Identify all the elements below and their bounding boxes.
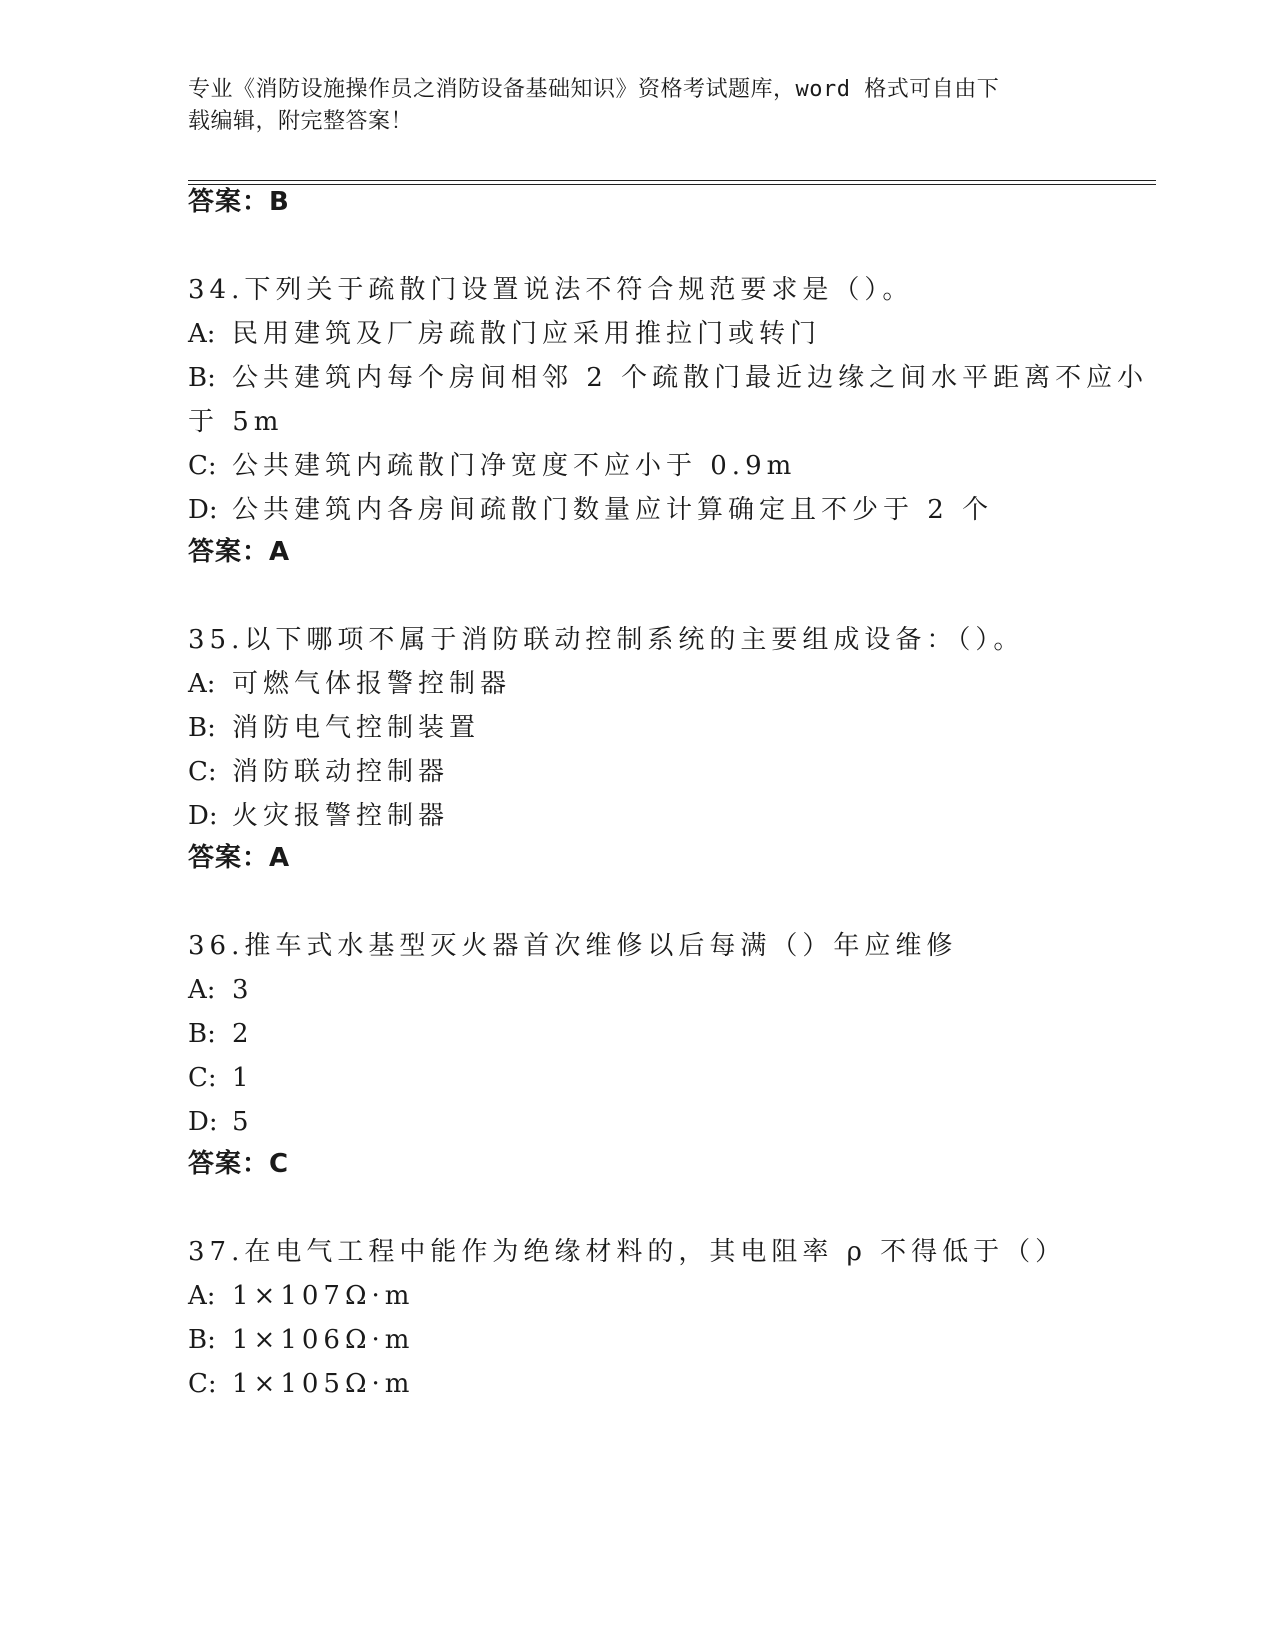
option-text: 消防联动控制器 [232, 757, 450, 787]
question-34-option-d [188, 494, 1088, 526]
option-label: A: [188, 669, 216, 699]
option-label: C: [188, 451, 217, 481]
option-label: D: [188, 1107, 218, 1137]
option-text: 1×107Ω·m [232, 1281, 415, 1311]
option-text: 1×106Ω·m [232, 1325, 415, 1355]
question-35-stem: 35.以下哪项不属于消防联动控制系统的主要组成设备：（）。 [188, 625, 1025, 655]
question-35-answer: 答案：A [188, 843, 291, 873]
option-label: C: [188, 1063, 217, 1093]
question-36-stem: 36.推车式水基型灭火器首次维修以后每满（）年应维修 [188, 931, 958, 961]
question-35-option-c [188, 756, 1088, 788]
option-label: B: [188, 1019, 216, 1049]
option-label: C: [188, 757, 217, 787]
option-label: B: [188, 713, 216, 743]
header-rule [188, 184, 1156, 185]
question-34-option-c [188, 450, 1088, 482]
header-line-2: 载编辑，附完整答案！ [188, 109, 414, 134]
option-label: D: [188, 801, 218, 831]
option-label: A: [188, 975, 216, 1005]
page-header [188, 74, 1068, 138]
option-text: 公共建筑内每个房间相邻 2 个疏散门最近边缘之间水平距离不应小 [232, 363, 1149, 393]
question-37-option-c [188, 1368, 1088, 1400]
header-rule [188, 180, 1156, 181]
header-line-1: 专业《消防设施操作员之消防设备基础知识》资格考试题库，word 格式可自由下 [188, 77, 1000, 102]
option-text: 5 [232, 1107, 254, 1137]
option-label: C: [188, 1369, 217, 1399]
question-36-answer: 答案：C [188, 1149, 290, 1179]
answer-prev: 答案：B [188, 187, 290, 217]
option-label: B: [188, 1325, 216, 1355]
question-37-option-a [188, 1280, 1088, 1312]
question-34-option-b [188, 362, 1149, 394]
question-35-option-d [188, 800, 1088, 832]
option-label: B: [188, 363, 216, 393]
question-37-stem: 37.在电气工程中能作为绝缘材料的，其电阻率 ρ 不得低于（） [188, 1237, 1067, 1267]
question-36-option-c [188, 1062, 1088, 1094]
question-36-option-b [188, 1018, 1088, 1050]
question-36-option-a [188, 974, 1088, 1006]
question-35-option-a [188, 668, 1088, 700]
question-34-option-b-cont: 于 5m [188, 407, 284, 437]
option-text: 火灾报警控制器 [232, 801, 450, 831]
option-text: 1 [232, 1063, 254, 1093]
option-text: 公共建筑内各房间疏散门数量应计算确定且不少于 2 个 [232, 495, 994, 525]
option-text: 民用建筑及厂房疏散门应采用推拉门或转门 [232, 319, 822, 349]
option-text: 消防电气控制装置 [232, 713, 481, 743]
option-text: 可燃气体报警控制器 [232, 669, 512, 699]
option-text: 2 [232, 1019, 254, 1049]
question-35-option-b [188, 712, 1088, 744]
option-text: 3 [232, 975, 254, 1005]
question-34-stem: 34.下列关于疏散门设置说法不符合规范要求是（）。 [188, 275, 914, 305]
question-34-answer: 答案：A [188, 537, 291, 567]
question-34-option-a [188, 318, 1088, 350]
option-label: A: [188, 319, 216, 349]
question-37-option-b [188, 1324, 1088, 1356]
option-text: 公共建筑内疏散门净宽度不应小于 0.9m [232, 451, 797, 481]
question-36-option-d [188, 1106, 1088, 1138]
option-label: D: [188, 495, 218, 525]
option-label: A: [188, 1281, 216, 1311]
option-text: 1×105Ω·m [232, 1369, 415, 1399]
